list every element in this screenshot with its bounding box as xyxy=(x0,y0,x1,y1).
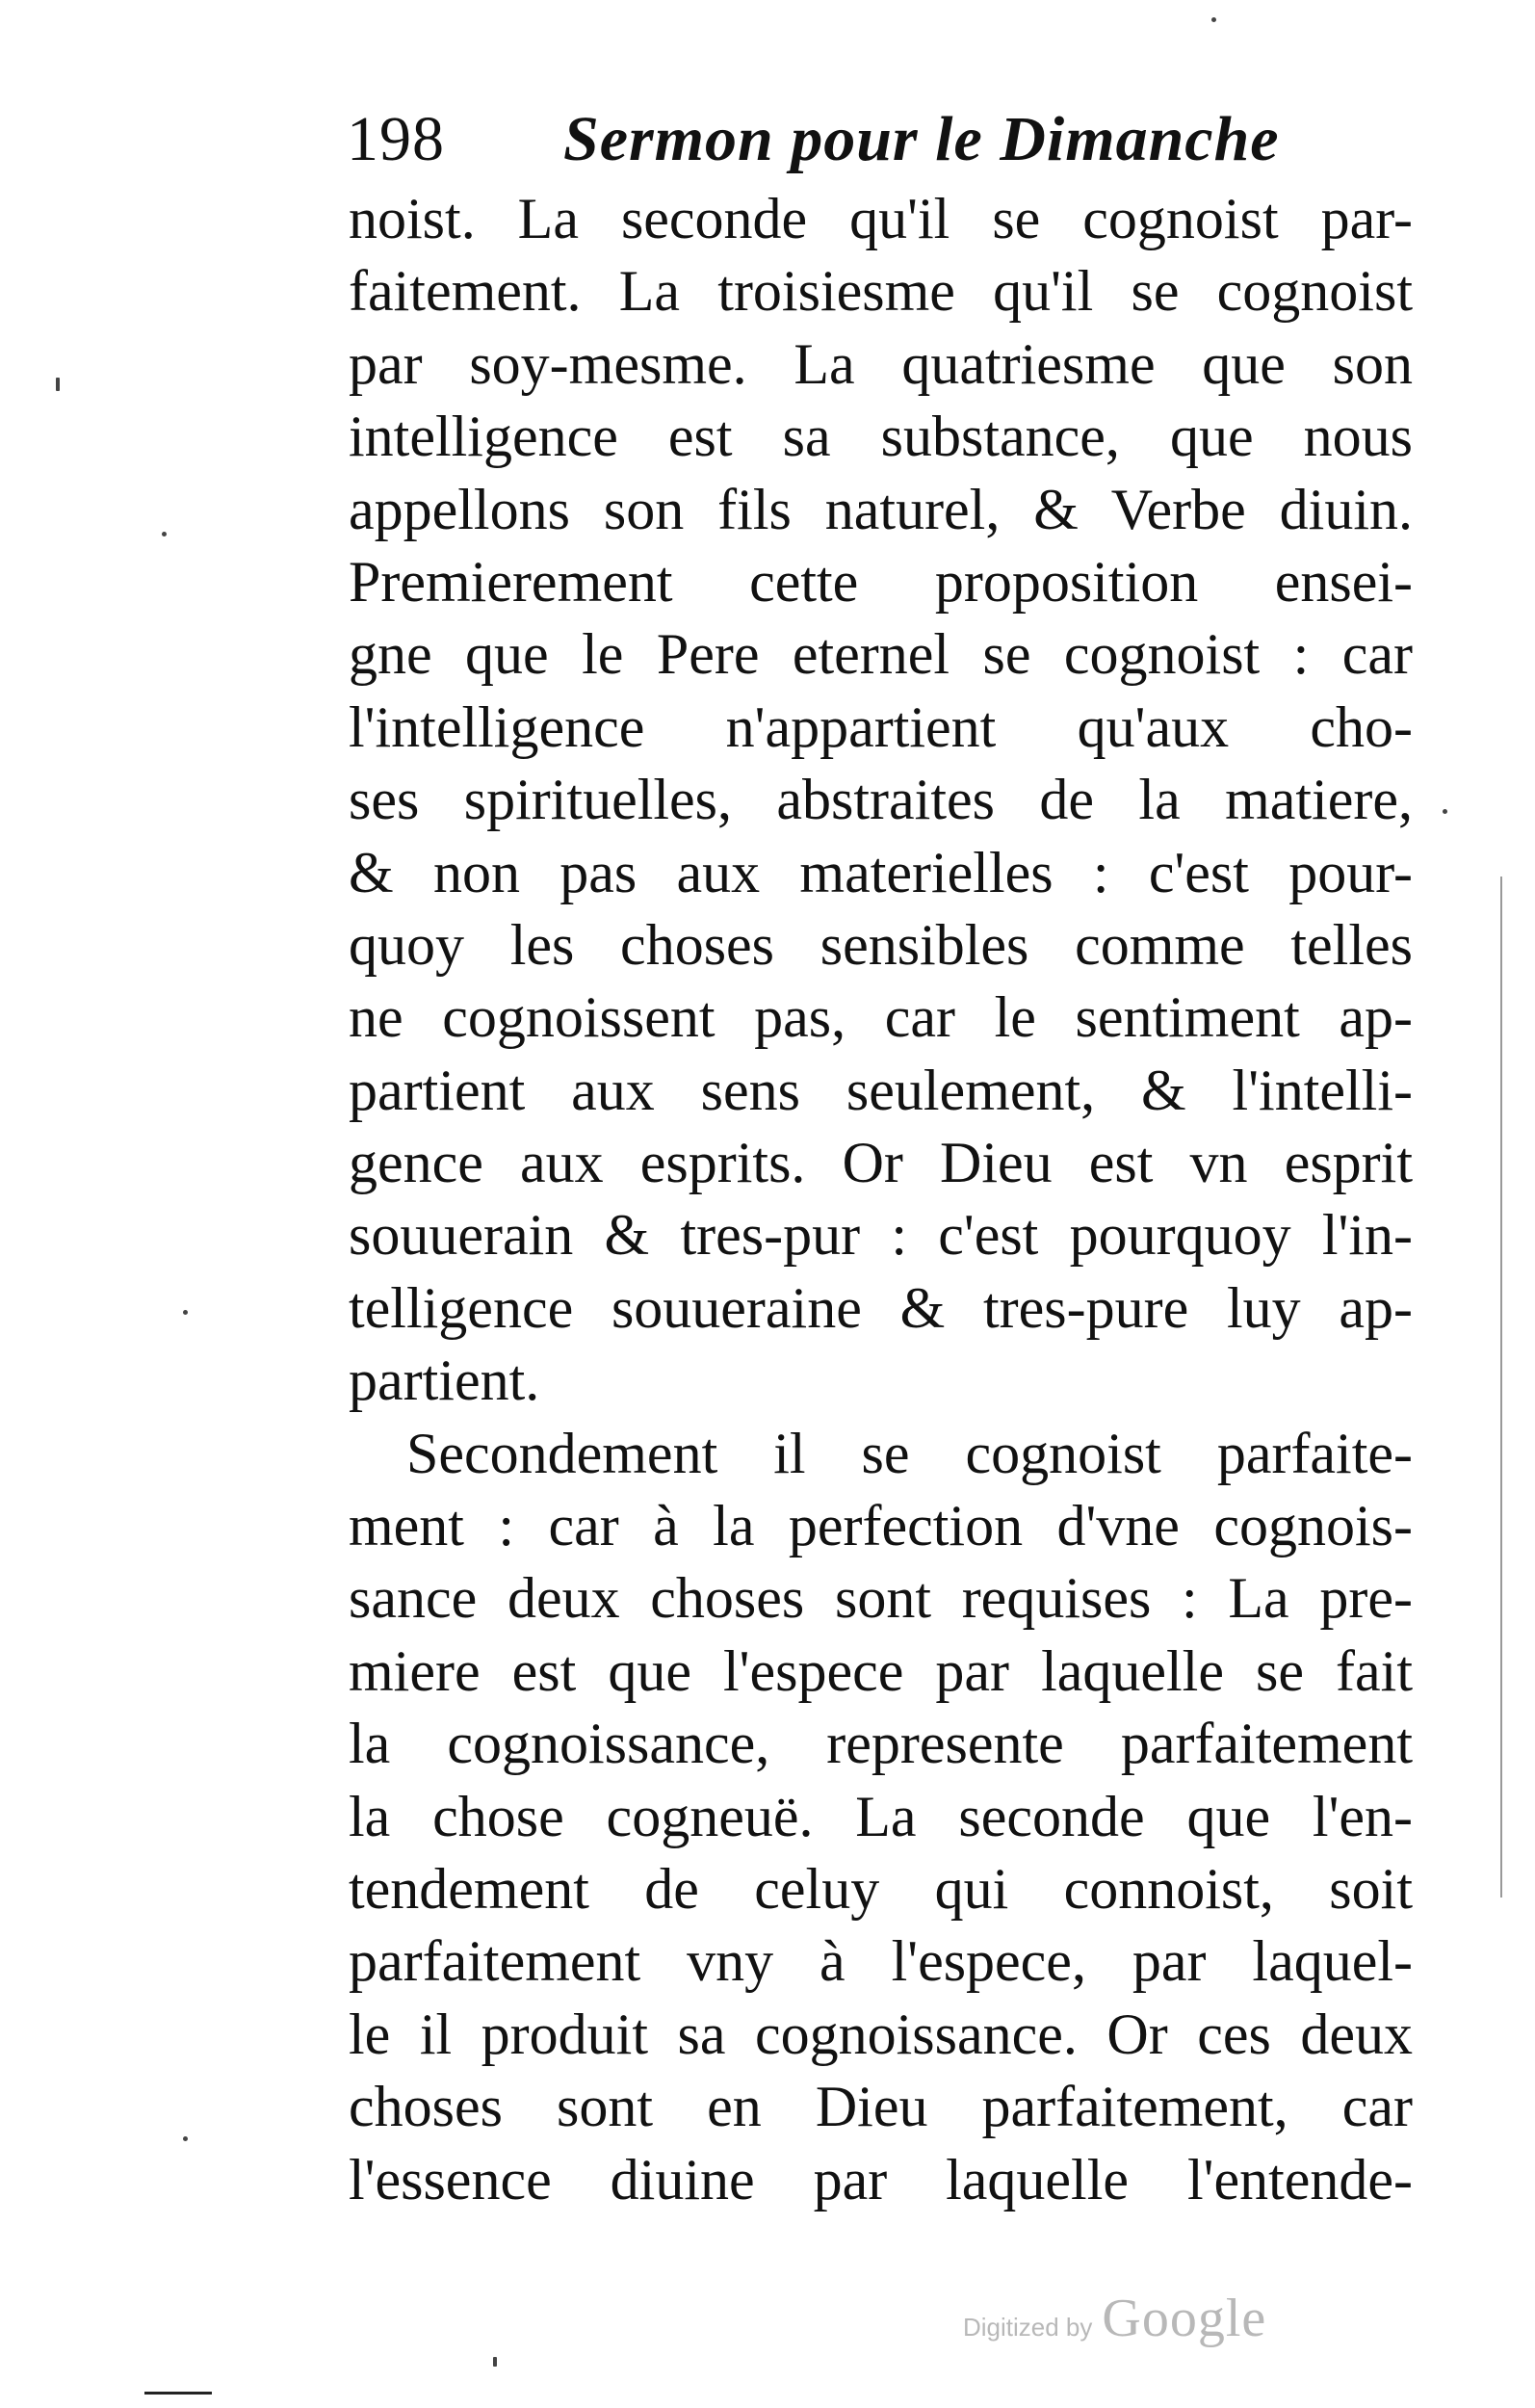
scan-speck xyxy=(1211,17,1216,22)
running-title: Sermon pour le Dimanche xyxy=(563,104,1280,174)
text-line: ne cognoissent pas, car le sentiment ap- xyxy=(349,985,1413,1050)
text-line: sance deux choses sont requises : La pre- xyxy=(349,1566,1413,1631)
text-line: noist. La seconde qu'il se cognoist par- xyxy=(349,187,1413,250)
text-line: choses sont en Dieu parfaitement, car xyxy=(349,2075,1413,2139)
text-line: parfaitement vny à l'espece, par laquel- xyxy=(349,1929,1413,1994)
body-text xyxy=(349,183,1413,2216)
gutter-shadow-line xyxy=(1500,877,1502,1898)
scan-speck xyxy=(183,2136,188,2141)
scan-speck xyxy=(162,532,167,537)
paragraph-end-line: partient. xyxy=(349,1348,540,1413)
scan-speck xyxy=(183,1310,188,1315)
scan-speck xyxy=(1443,809,1447,814)
text-line: intelligence est sa substance, que nous xyxy=(349,405,1413,469)
text-line: & non pas aux materielles : c'est pour- xyxy=(349,840,1413,904)
text-line: telligence souueraine & tres-pure luy ap- xyxy=(349,1275,1413,1340)
text-line: la chose cogneuë. La seconde que l'en- xyxy=(349,1784,1413,1848)
text-line: partient aux sens seulement, & l'intelli- xyxy=(349,1058,1413,1122)
text-line: l'intelligence n'appartient qu'aux cho- xyxy=(349,694,1413,759)
text-line: la cognoissance, represente parfaitement xyxy=(349,1712,1413,1776)
running-head xyxy=(347,96,1310,183)
text-line: miere est que l'espece par laquelle se fait xyxy=(349,1638,1413,1703)
text-line: tendement de celuy qui connoist, soit xyxy=(349,1856,1413,1921)
text-line: gne que le Pere eternel se cognoist : car xyxy=(349,622,1413,687)
page-number: 198 xyxy=(347,104,445,174)
text-line: ses spirituelles, abstraites de la matiere, xyxy=(349,768,1413,832)
text-line: souuerain & tres-pur : c'est pourquoy l'in- xyxy=(349,1203,1413,1268)
paragraph-start-line: Secondement il se cognoist parfaite- xyxy=(406,1421,1413,1485)
text-line: l'essence diuine par laquelle l'entende- xyxy=(349,2147,1413,2212)
google-logo: Google xyxy=(1102,2289,1267,2348)
scan-edge-mark xyxy=(144,2392,212,2395)
text-line: gence aux esprits. Or Dieu est vn esprit xyxy=(349,1131,1413,1195)
scan-speck xyxy=(56,378,60,391)
text-line: appellons son fils naturel, & Verbe diuin. xyxy=(349,477,1413,541)
digitized-by-text: Digitized by xyxy=(963,2313,1093,2342)
text-line: par soy-mesme. La quatriesme que son xyxy=(349,331,1413,396)
text-line: Premierement cette proposition ensei- xyxy=(349,549,1413,614)
text-line: quoy les choses sensibles comme telles xyxy=(349,912,1413,977)
scan-speck xyxy=(493,2357,497,2367)
text-line: le il produit sa cognoissance. Or ces deux xyxy=(349,2002,1413,2066)
text-line: faitement. La troisiesme qu'il se cognoist xyxy=(349,259,1413,324)
digitized-watermark xyxy=(963,2288,1266,2349)
text-line: ment : car à la perfection d'vne cognois- xyxy=(349,1494,1413,1558)
